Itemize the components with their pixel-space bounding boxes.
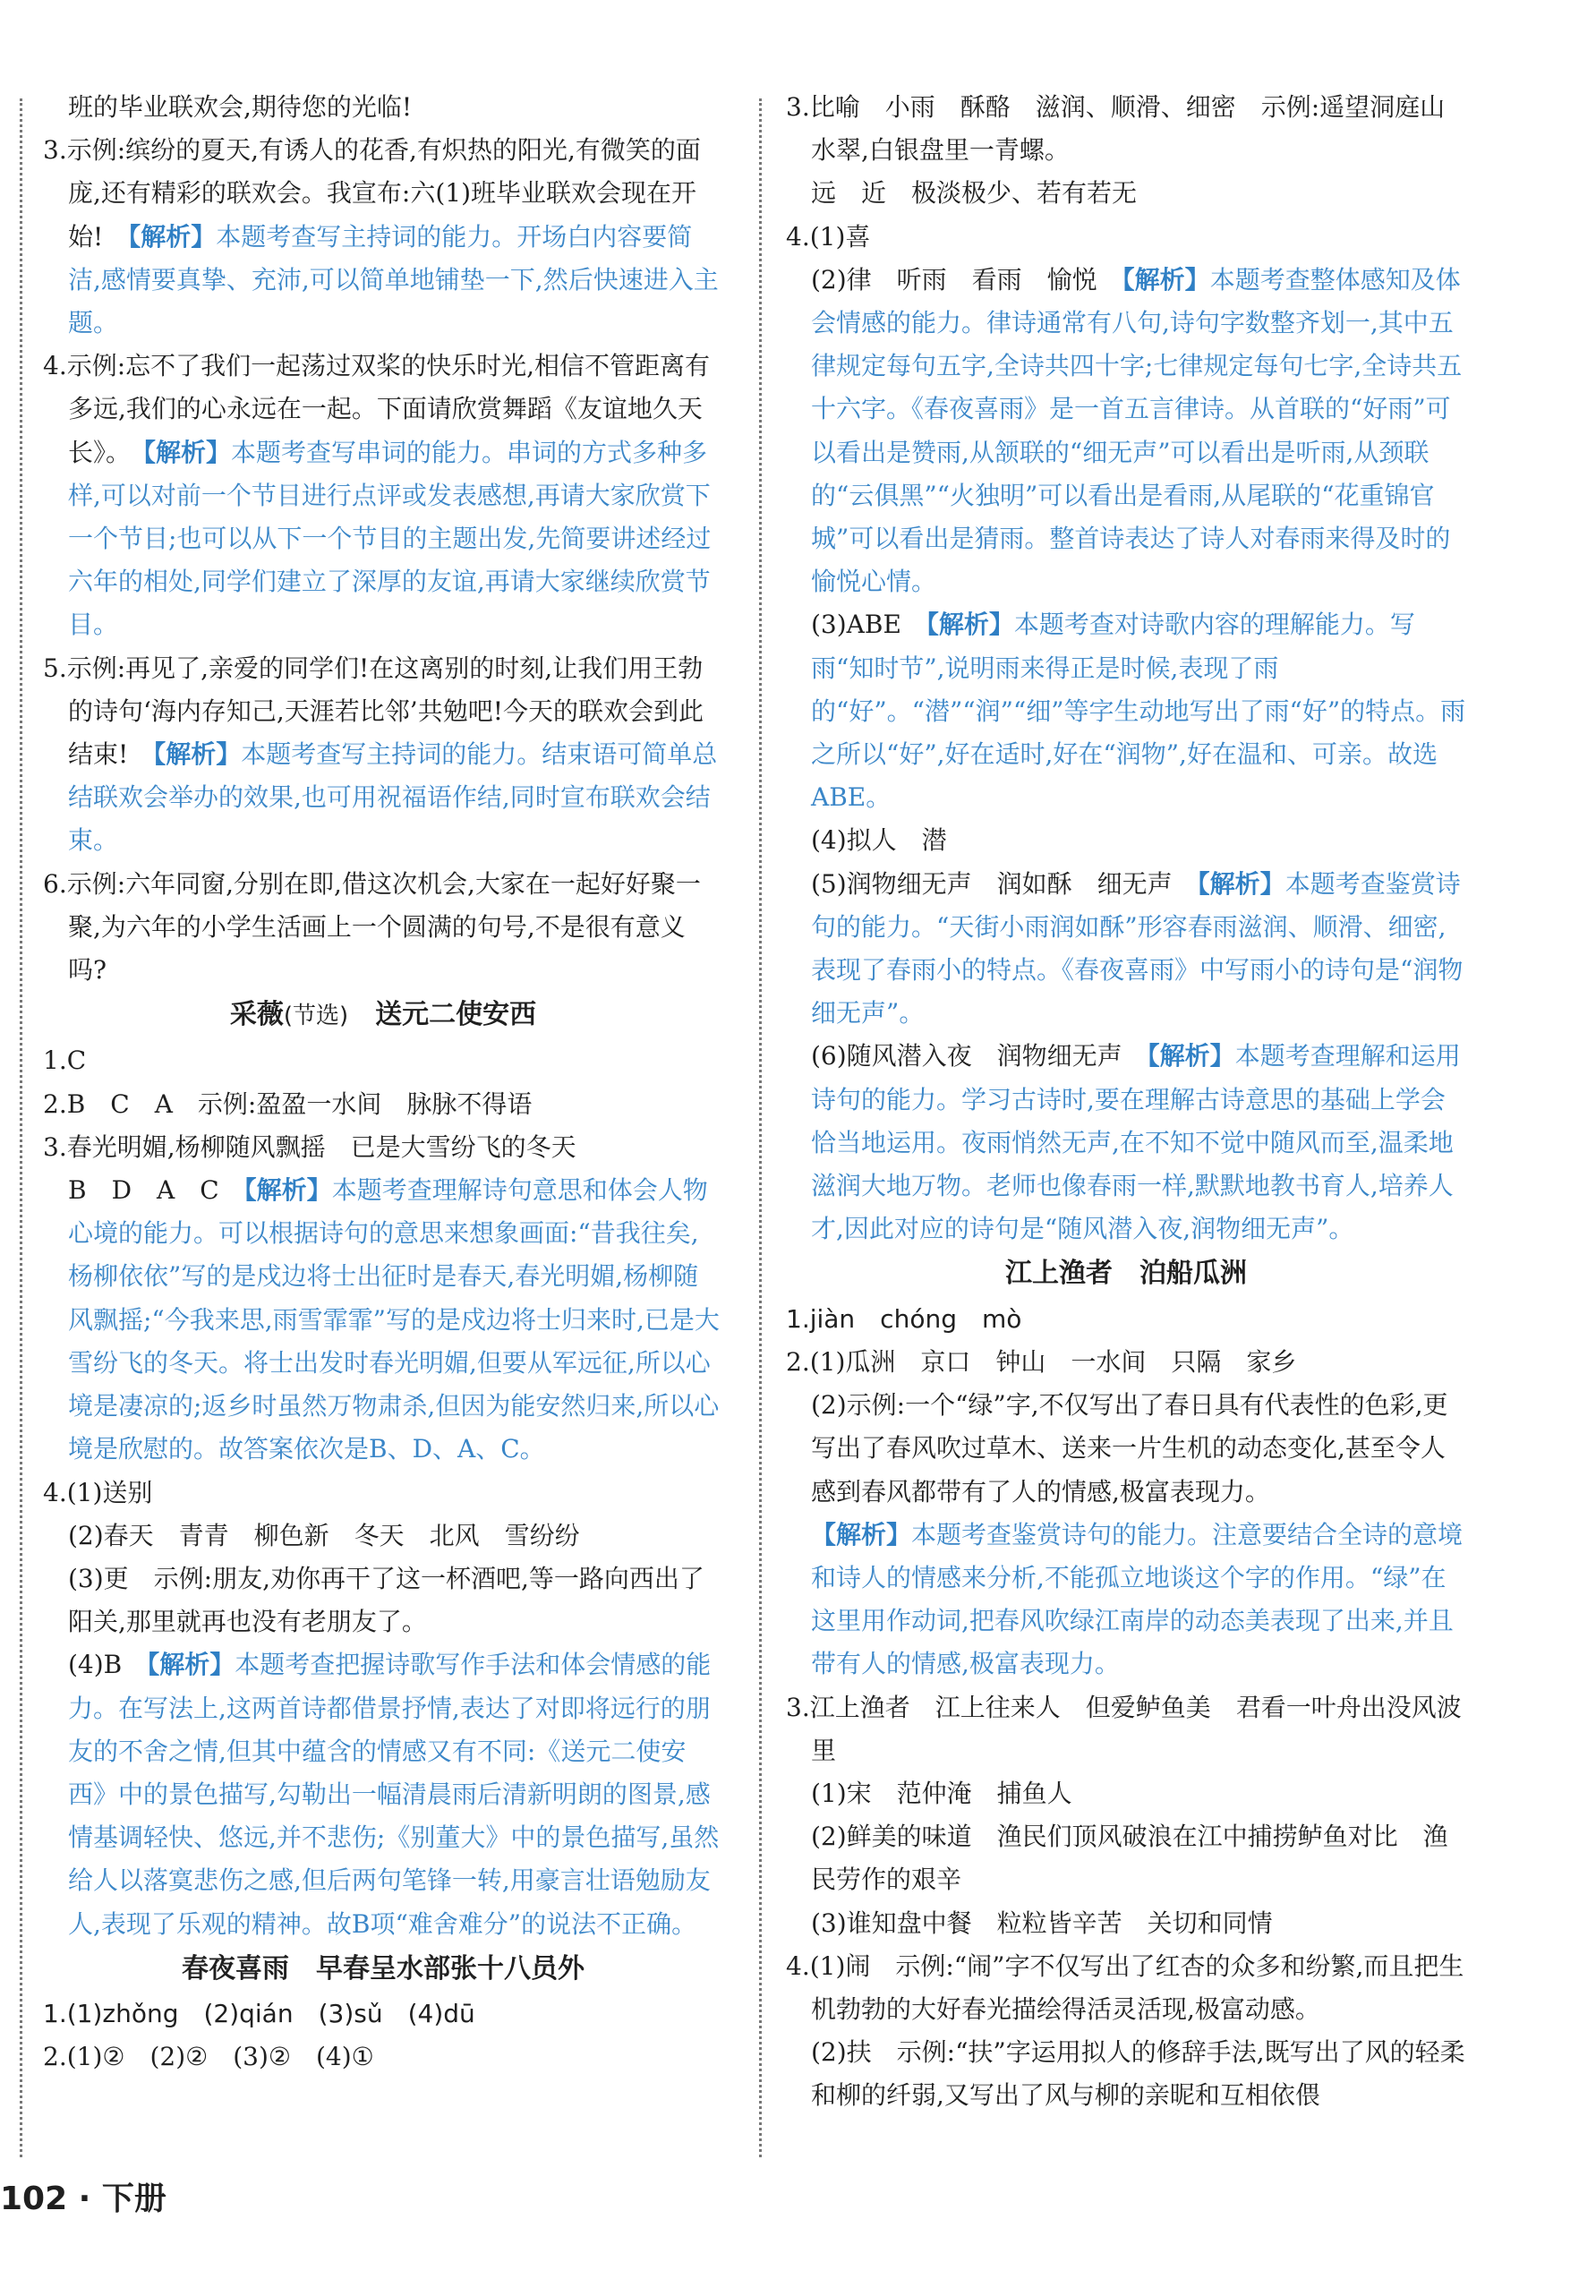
analysis-text: 本题考查对诗歌内容的理解能力。写雨“知时节”,说明雨来得正是时候,表现了雨的“好”。“潜”“润”“细”等字生动地写出了雨“好”的特点。雨之所以“好”,好在适时,好在“润物”,好在温和、可亲。故选ABE。	[811, 610, 1466, 813]
right-column	[786, 86, 1466, 2118]
analysis-text: 本题考查写主持词的能力。结束语可简单总结联欢会举办的效果,也可用祝福语作结,同时宣布联欢会结束。	[68, 739, 718, 856]
answer-line	[786, 819, 1466, 862]
answer-text: (2)鲜美的味道 渔民们顶风破浪在江中捕捞鲈鱼对比 渔民劳作的艰辛	[811, 1822, 1448, 1895]
answer-text: (5)润物细无声 润如酥 细无声	[811, 868, 1173, 899]
analysis-tag: 【解析】	[115, 221, 217, 252]
section-title	[43, 1948, 723, 1991]
answer-line	[43, 1126, 723, 1169]
answer-line	[786, 172, 1466, 215]
answer-text: 1.(1)zhǒng (2)qián (3)sǔ (4)dū	[43, 1998, 475, 2028]
analysis-text: 本题考查写主持词的能力。开场白内容要简洁,感情要真挚、充沛,可以简单地铺垫一下,然后快速进入主题。	[68, 221, 719, 338]
answer-text: (2)示例:一个“绿”字,不仅写出了春日具有代表性的色彩,更写出了春风吹过草木、送来一片生机的动态变化,甚至令人感到春风都带有了人的情感,极富表现力。	[811, 1390, 1448, 1506]
answer-text: 2.B C A 示例:盈盈一水间 脉脉不得语	[43, 1088, 533, 1119]
answer-line	[786, 86, 1466, 172]
answer-text: (3)谁知盘中餐 粒粒皆辛苦 关切和同情	[811, 1908, 1273, 1938]
analysis-text: 本题考查鉴赏诗句的能力。“天街小雨润如酥”形容春雨滋润、顺滑、细密,表现了春雨小的特点。《春夜喜雨》中写雨小的诗句是“润物细无声”。	[811, 868, 1464, 1029]
answer-line	[43, 2036, 723, 2078]
analysis-text: 本题考查理解诗句意思和体会人物心境的能力。可以根据诗句的意思来想象画面:“昔我往矣,杨柳依依”写的是戍边将士出征时是春天,春光明媚,杨柳随风飘摇;“今我来思,雨雪霏霏”写的是戍边将士归来时,已是大雪纷飞的冬天。将士出发时春光明媚,但要从军远征,所以心境是凄凉的;返乡时虽然万物肃杀,但因为能安然归来,所以心境是欣慰的。故答案依次是B、D、A、C。	[68, 1175, 720, 1464]
answer-line	[43, 345, 723, 646]
answer-text: 2.(1)② (2)② (3)② (4)①	[43, 2042, 374, 2072]
analysis-tag: 【解析】	[134, 1650, 235, 1680]
left-dotted-rule	[20, 98, 22, 2157]
analysis-tag: 【解析】	[811, 1519, 912, 1549]
answer-line	[43, 1083, 723, 1126]
analysis-text: 本题考查整体感知及体会情感的能力。律诗通常有八句,诗句字数整齐划一,其中五律规定每句五字,全诗共四十字;七律规定每句七字,全诗共五十六字。《春夜喜雨》是一首五言律诗。从首联的“好雨”可以看出是赞雨,从颔联的“细无声”可以看出是听雨,从颈联的“云俱黑”“火独明”可以看出是看雨,从尾联的“花重锦官城”可以看出是猜雨。整首诗表达了诗人对春雨来得及时的愉悦心情。	[811, 264, 1463, 597]
answer-text: (4)B	[68, 1650, 123, 1680]
section-title	[43, 994, 723, 1037]
answer-line	[43, 1515, 723, 1558]
answer-line	[43, 1039, 723, 1082]
answer-line	[786, 1945, 1466, 2031]
analysis-tag: 【解析】	[141, 739, 242, 770]
analysis-text: 本题考查鉴赏诗句的能力。注意要结合全诗的意境和诗人的情感来分析,不能孤立地谈这个字的作用。“绿”在这里用作动词,把春风吹绿江南岸的动态美表现了出来,并且带有人的情感,极富表现力。	[811, 1519, 1464, 1679]
section-title	[786, 1252, 1466, 1295]
answer-line	[43, 863, 723, 993]
answer-text: 6.示例:六年同窗,分别在即,借这次机会,大家在一起好好聚一聚,为六年的小学生活画上一个圆满的句号,不是很有意义吗?	[43, 868, 701, 986]
answer-line	[786, 1902, 1466, 1945]
answer-text: 2.(1)瓜洲 京口 钟山 一水间 只隔 家乡	[786, 1346, 1297, 1377]
answer-text: (2)春天 青青 柳色新 冬天 北风 雪纷纷	[68, 1520, 580, 1550]
poem-title: 采薇	[229, 999, 284, 1031]
answer-line	[43, 1643, 723, 1945]
answer-line	[786, 1298, 1466, 1341]
column-divider	[759, 98, 762, 2157]
answer-text: 3.比喻 小雨 酥酪 滋润、顺滑、细密 示例:遥望洞庭山水翠,白银盘里一青螺。	[786, 92, 1446, 166]
answer-text: 班的毕业联欢会,期待您的光临!	[68, 92, 413, 122]
answer-line	[786, 2031, 1466, 2117]
answer-text: 4.示例:忘不了我们一起荡过双桨的快乐时光,相信不管距离有多远,我们的心永远在一起。下面请欣赏舞蹈《友谊地久天长》。	[43, 351, 711, 467]
page-number: 102 · 下册	[0, 2181, 166, 2217]
answer-line	[786, 1815, 1466, 1901]
answer-line	[43, 1169, 723, 1471]
answer-line	[786, 1686, 1466, 1772]
poem-title: 春夜喜雨	[182, 1952, 289, 1984]
answer-text: 4.(1)喜	[786, 221, 871, 252]
analysis-tag: 【解析】	[1134, 1041, 1235, 1071]
poem-title: 江上渔者	[1005, 1258, 1113, 1290]
analysis-text: 本题考查把握诗歌写作手法和体会情感的能力。在写法上,这两首诗都借景抒情,表达了对即将远行的朋友的不舍之情,但其中蕴含的情感又有不同:《送元二使安西》中的景色描写,勾勒出一幅清晨雨后清新明朗的图景,感情基调轻快、悠远,并不悲伤;《别董大》中的景色描写,虽然给人以落寞悲伤之感,但后两句笔锋一转,用豪言壮语勉励友人,表现了乐观的精神。故B项“难舍难分”的说法不正确。	[68, 1650, 720, 1939]
answer-text: 3.示例:缤纷的夏天,有诱人的花香,有炽热的阳光,有微笑的面庞,还有精彩的联欢会。我宣布:六(1)班毕业联欢会现在开始!	[43, 135, 701, 252]
answer-text: 3.春光明媚,杨柳随风飘摇 已是大雪纷飞的冬天	[43, 1131, 576, 1162]
answer-text: (2)扶 示例:“扶”字运用拟人的修辞手法,既写出了风的轻柔和柳的纤弱,又写出了风与柳的亲昵和互相依偎	[811, 2037, 1465, 2111]
analysis-tag: 【解析】	[913, 610, 1014, 640]
answer-line	[43, 1472, 723, 1515]
answer-text: 1.C	[43, 1046, 87, 1076]
answer-text: 4.(1)送别	[43, 1477, 153, 1507]
answer-line	[786, 863, 1466, 1036]
answer-line	[43, 1993, 723, 2036]
answer-text: (3)更 示例:朋友,劝你再干了这一杯酒吧,等一路向西出了阳关,那里就再也没有老朋友了。	[68, 1563, 704, 1637]
answer-text: 4.(1)闹 示例:“闹”字不仅写出了红杏的众多和纷繁,而且把生机勃勃的大好春光描绘得活灵活现,极富动感。	[786, 1950, 1464, 2024]
answer-text: (3)ABE	[811, 610, 901, 640]
answer-line	[786, 603, 1466, 819]
answer-text: (4)拟人 潜	[811, 825, 947, 856]
answer-line	[786, 1035, 1466, 1250]
answer-line	[786, 1514, 1466, 1686]
poem-title-note: (节选)	[283, 1003, 349, 1030]
answer-line	[43, 129, 723, 345]
analysis-tag: 【解析】	[1109, 264, 1210, 294]
answer-text: B D A C	[68, 1175, 219, 1206]
poem-title: 泊船瓜洲	[1139, 1258, 1247, 1290]
poem-title: 送元二使安西	[375, 999, 537, 1031]
left-column	[43, 86, 723, 2078]
answer-line	[786, 1384, 1466, 1514]
analysis-tag: 【解析】	[1184, 868, 1285, 899]
answer-text: 远 近 极淡极少、若有若无	[811, 178, 1138, 209]
answer-text: 1.jiàn chóng mò	[786, 1303, 1022, 1334]
answer-text: (2)律 听雨 看雨 愉悦	[811, 264, 1097, 294]
answer-line	[43, 647, 723, 863]
analysis-text: 本题考查理解和运用诗句的能力。学习古诗时,要在理解古诗意思的基础上学会恰当地运用。夜雨悄然无声,在不知不觉中随风而至,温柔地滋润大地万物。老师也像春雨一样,默默地教书育人,培养人才,因此对应的诗句是“随风潜入夜,润物细无声”。	[811, 1041, 1461, 1244]
analysis-tag: 【解析】	[231, 1175, 332, 1206]
answer-text: (6)随风潜入夜 润物细无声	[811, 1041, 1122, 1071]
answer-text: (1)宋 范仲淹 捕鱼人	[811, 1778, 1072, 1808]
answer-text: 3.江上渔者 江上往来人 但爱鲈鱼美 君看一叶舟出没风波里	[786, 1692, 1462, 1765]
answer-line	[786, 259, 1466, 604]
answer-text: 5.示例:再见了,亲爱的同学们!在这离别的时刻,让我们用王勃的诗句‘海内存知己,天涯若比邻’共勉吧!今天的联欢会到此结束!	[43, 653, 704, 770]
analysis-tag: 【解析】	[143, 437, 232, 467]
answer-line	[43, 1558, 723, 1643]
poem-title: 早春呈水部张十八员外	[316, 1952, 585, 1984]
answer-line	[786, 216, 1466, 259]
answer-line	[786, 1341, 1466, 1384]
answer-line	[786, 1772, 1466, 1815]
answer-line	[43, 86, 723, 129]
analysis-text: 本题考查写串词的能力。串词的方式多种多样,可以对前一个节目进行点评或发表感想,再请大家欣赏下一个节目;也可以从下一个节目的主题出发,先简要讲述经过六年的相处,同学们建立了深厚的友谊,再请大家继续欣赏节目。	[68, 437, 712, 640]
